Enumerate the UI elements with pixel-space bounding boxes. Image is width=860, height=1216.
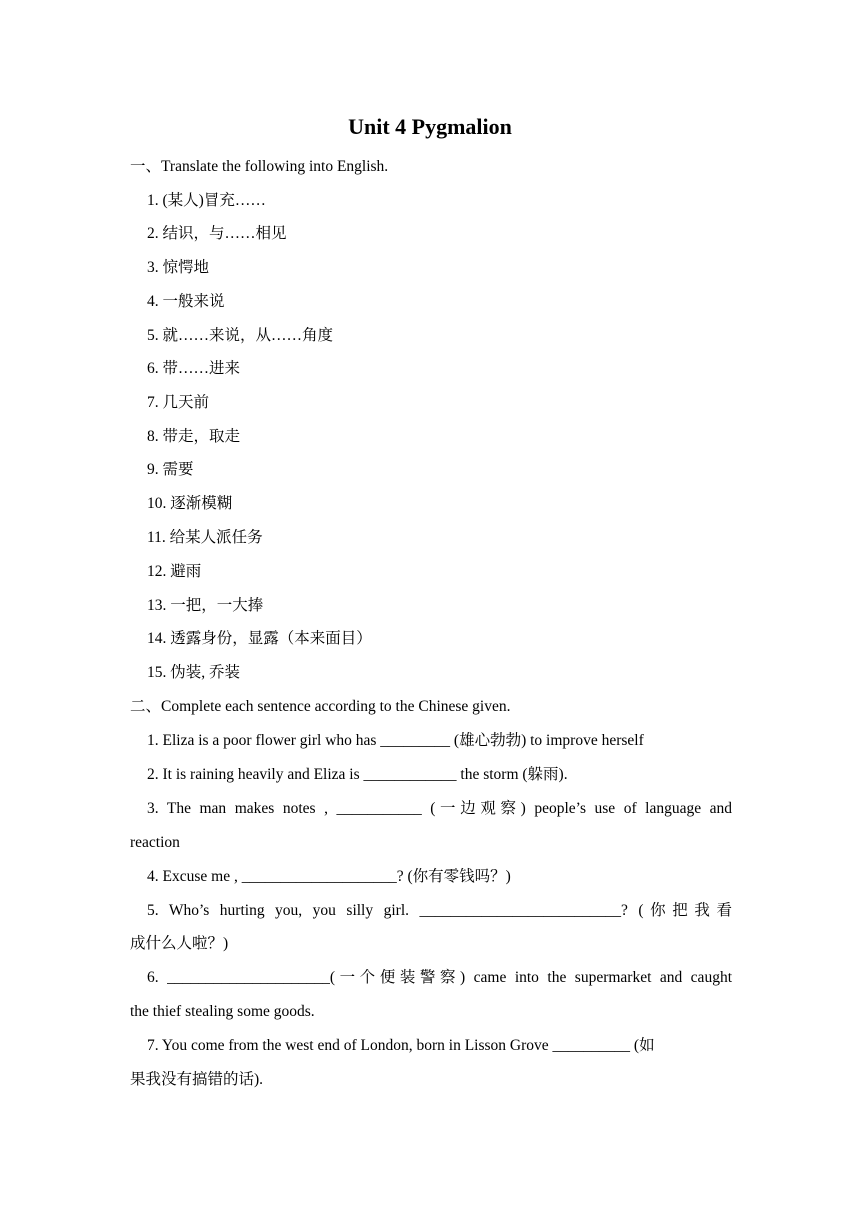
list-item: 6. 带……进来 <box>147 360 241 377</box>
sentence-7: 7. You come from the west end of London, born in Lisson Grove __________ (如 <box>147 1037 655 1054</box>
sentence-3: 3. The man makes notes , ___________ (一边观察) people’s use of language and <box>147 800 732 817</box>
list-item: 14. 透露身份，显露（本来面目） <box>147 630 372 647</box>
list-item: 5. 就……来说，从……角度 <box>147 327 334 344</box>
sentence-1: 1. Eliza is a poor flower girl who has _________ (雄心勃勃) to improve herself <box>147 732 644 749</box>
sentence-5-continued: 成什么人啦？) <box>130 935 229 952</box>
sentence-4: 4. Excuse me , ____________________? (你有零钱吗？) <box>147 868 511 885</box>
list-item: 3. 惊愕地 <box>147 259 210 276</box>
list-item: 10. 逐渐模糊 <box>147 495 233 512</box>
sentence-6: 6. _____________________(一个便装警察) came into the supermarket and caught <box>147 969 732 986</box>
list-item: 8. 带走，取走 <box>147 428 241 445</box>
list-item: 15. 伪装, 乔装 <box>147 664 241 681</box>
list-item: 11. 给某人派任务 <box>147 529 263 546</box>
section-heading-translate: 一、Translate the following into English. <box>130 158 389 175</box>
list-item: 12. 避雨 <box>147 563 202 580</box>
page-title: Unit 4 Pygmalion <box>348 114 512 139</box>
list-item: 4. 一般来说 <box>147 293 225 310</box>
section-heading-complete: 二、Complete each sentence according to the Chinese given. <box>130 698 511 715</box>
sentence-3-continued: reaction <box>130 834 180 851</box>
sentence-5: 5. Who’s hurting you, you silly girl. __________________________? (你把我看 <box>147 902 732 919</box>
list-item: 2. 结识，与……相见 <box>147 225 287 242</box>
list-item: 9. 需要 <box>147 461 194 478</box>
list-item: 7. 几天前 <box>147 394 210 411</box>
sentence-6-continued: the thief stealing some goods. <box>130 1003 315 1020</box>
list-item: 13. 一把，一大捧 <box>147 597 264 614</box>
sentence-7-continued: 果我没有搞错的话). <box>130 1071 264 1088</box>
sentence-2: 2. It is raining heavily and Eliza is ____________ the storm (躲雨). <box>147 766 568 783</box>
list-item: 1. (某人)冒充…… <box>147 192 266 209</box>
